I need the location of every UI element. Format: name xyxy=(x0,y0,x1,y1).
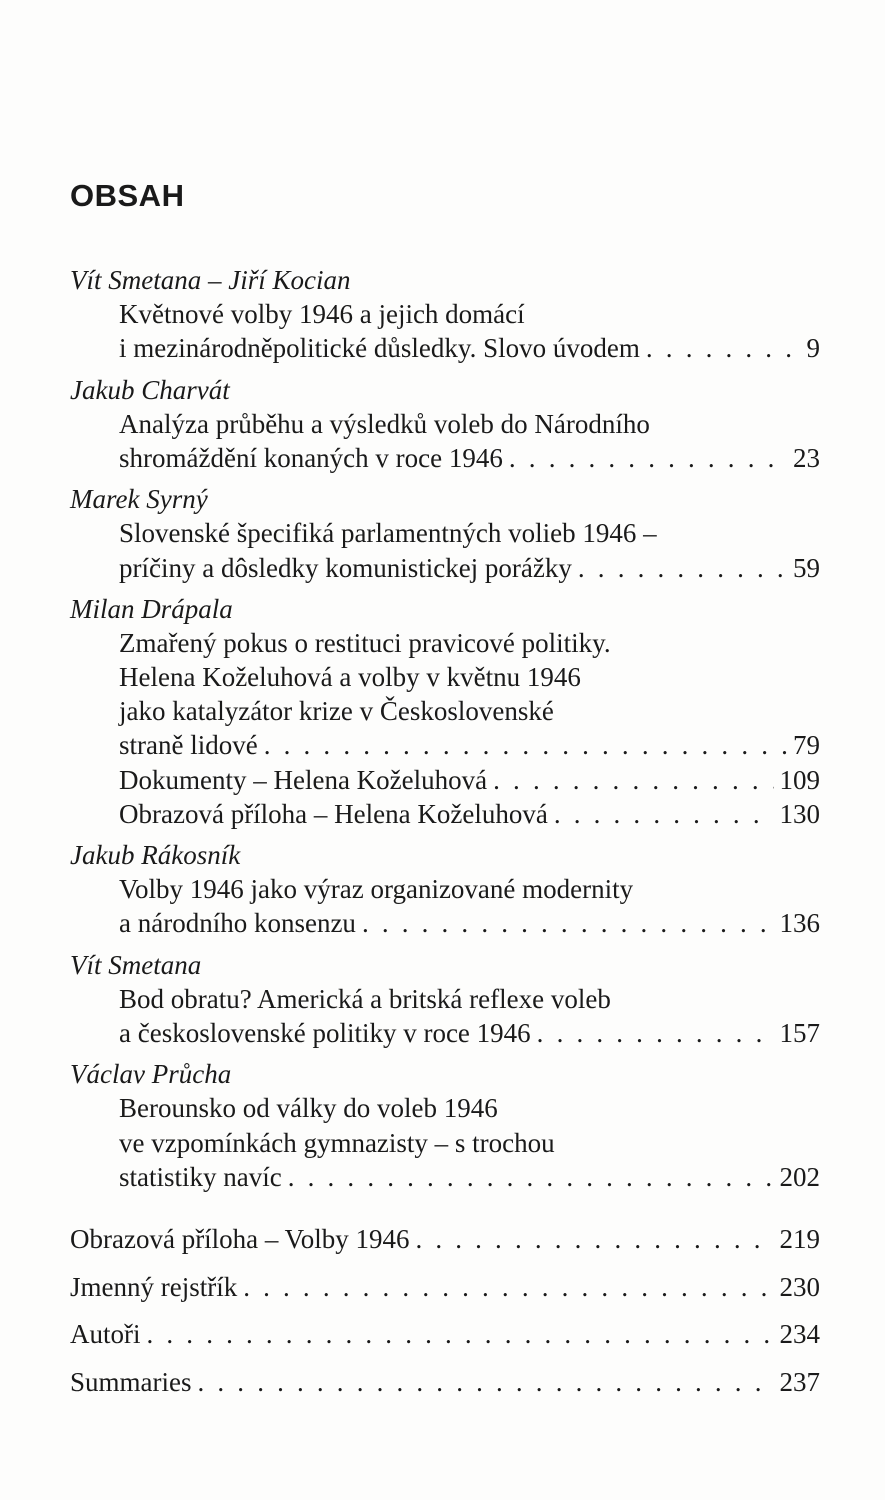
toc-title-line: Slovenské špecifiká parlamentných volieb 1946 – xyxy=(119,518,657,549)
dot-leader xyxy=(264,728,787,762)
page-number: 202 xyxy=(779,1161,820,1192)
page-number: 136 xyxy=(779,908,820,939)
toc-title-line: Květnové volby 1946 a jejich domácí xyxy=(119,299,525,330)
toc-title-line: Berounsko od války do voleb 1946 xyxy=(119,1093,498,1124)
page-number: 234 xyxy=(779,1319,820,1349)
toc-title-line: straně lidové . . . 79 xyxy=(70,728,820,762)
page-number: 230 xyxy=(779,1271,820,1302)
page-number: 79 xyxy=(793,730,820,761)
toc-author: Milan Drápala xyxy=(70,593,233,624)
back-matter-item: Autoři . . . 234 xyxy=(70,1319,820,1367)
toc-title-line: Zmařený pokus o restituci pravicové politiky. xyxy=(119,627,611,658)
toc-title-line: Dokumenty – Helena Koželuhová . . . 109 xyxy=(70,763,820,797)
dot-leader xyxy=(362,906,774,940)
dot-leader xyxy=(554,797,774,831)
toc-title-line: a národního konsenzu . . . 136 xyxy=(70,906,820,940)
dot-leader xyxy=(147,1319,774,1350)
dot-leader xyxy=(509,441,787,475)
toc-author: Vít Smetana – Jiří Kocian xyxy=(70,265,351,295)
dot-leader xyxy=(243,1272,773,1303)
back-matter-list xyxy=(70,1224,820,1414)
back-matter-item: Obrazová příloha – Volby 1946 . . . 219 xyxy=(70,1224,820,1272)
page-number: 237 xyxy=(779,1366,820,1397)
dot-leader xyxy=(493,763,773,797)
toc-title-line: i mezinárodněpolitické důsledky. Slovo úvodem . . . 9 xyxy=(70,331,820,365)
toc-title-line: Helena Koželuhová a volby v květnu 1946 xyxy=(119,662,581,693)
toc-entry xyxy=(70,373,820,476)
back-matter-item: Summaries . . . 237 xyxy=(70,1367,820,1415)
back-matter-item: Jmenný rejstřík . . . 230 xyxy=(70,1272,820,1320)
toc-entry xyxy=(70,263,820,366)
dot-leader xyxy=(198,1367,774,1398)
dot-leader xyxy=(288,1160,774,1194)
toc-list xyxy=(70,263,820,1201)
toc-title-line: ve vzpomínkách gymnazisty – s trochou xyxy=(119,1127,555,1158)
toc-author: Jakub Rákosník xyxy=(70,840,241,870)
toc-entry xyxy=(70,948,820,1051)
dot-leader xyxy=(415,1224,773,1255)
toc-author: Vít Smetana xyxy=(70,949,202,980)
toc-title-line: Bod obratu? Americká a britská reflexe voleb xyxy=(119,983,611,1014)
page-number: 219 xyxy=(779,1224,820,1254)
toc-entry xyxy=(70,482,820,585)
page-number: 9 xyxy=(806,333,820,364)
page-number: 157 xyxy=(779,1017,820,1048)
toc-title-line: Obrazová příloha – Helena Koželuhová . . . 130 xyxy=(70,797,820,831)
toc-author: Marek Syrný xyxy=(70,484,208,515)
toc-entry xyxy=(70,592,820,831)
toc-title-line: shromáždění konaných v roce 1946 . . . 23 xyxy=(70,441,820,475)
page-number: 109 xyxy=(779,764,820,795)
toc-entry xyxy=(70,838,820,941)
toc-title-line: Analýza průběhu a výsledků voleb do Národního xyxy=(119,408,650,439)
toc-title-line: a československé politiky v roce 1946 . . . 157 xyxy=(70,1016,820,1050)
toc-title-line: príčiny a dôsledky komunistickej porážky . . . 59 xyxy=(70,551,820,585)
dot-leader xyxy=(578,551,787,585)
dot-leader xyxy=(646,331,801,365)
toc-title-line: Volby 1946 jako výraz organizované modernity xyxy=(119,874,634,905)
page-number: 130 xyxy=(779,798,820,829)
page-number: 23 xyxy=(793,442,820,473)
toc-title-line: statistiky navíc . . . 202 xyxy=(70,1160,820,1194)
page-title: OBSAH xyxy=(70,178,185,213)
toc-author: Jakub Charvát xyxy=(70,374,230,405)
dot-leader xyxy=(537,1016,774,1050)
toc-title-line: jako katalyzátor krize v Československé xyxy=(119,696,554,727)
toc-author: Václav Průcha xyxy=(70,1059,232,1090)
page-number: 59 xyxy=(793,552,820,583)
toc-entry xyxy=(70,1057,820,1194)
